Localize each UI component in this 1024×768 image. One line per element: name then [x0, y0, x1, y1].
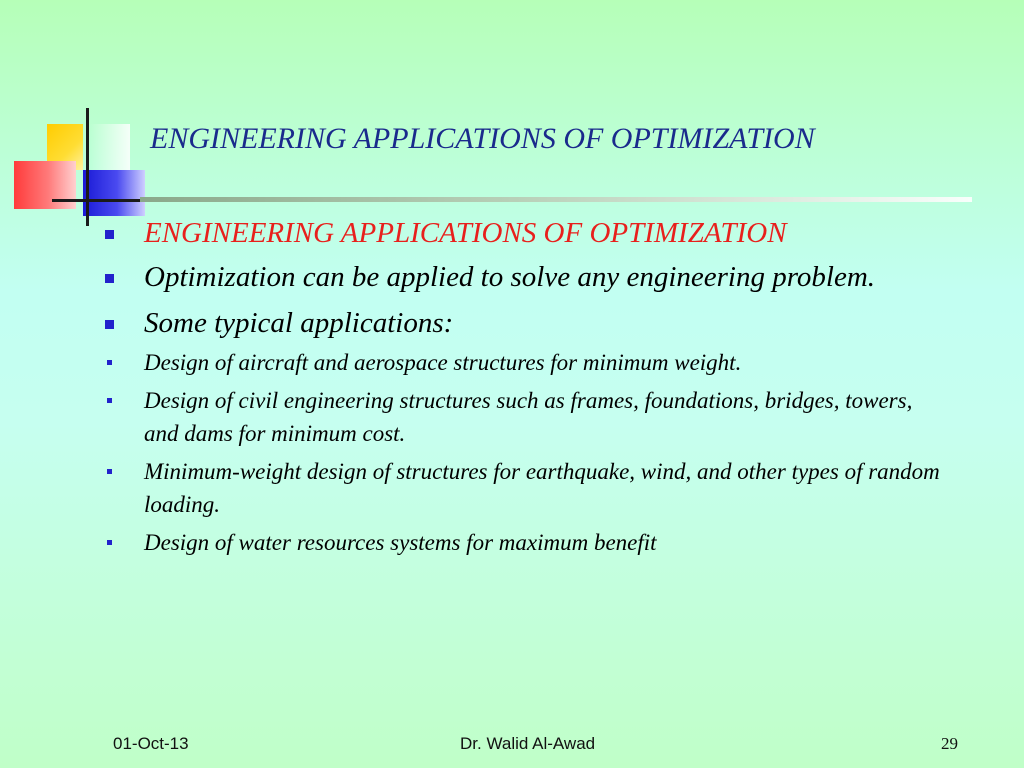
bullet-item — [100, 214, 960, 252]
bullet-text: Optimization can be applied to solve any engineering problem. — [144, 261, 876, 293]
footer-date: 01-Oct-13 — [113, 734, 189, 753]
sub-bullet-text: Design of water resources systems for maximum benefit — [144, 530, 657, 555]
bullet-item — [100, 258, 960, 296]
small-square-bullet-icon — [107, 360, 112, 365]
square-bullet-icon — [105, 230, 114, 239]
sub-bullet-text: Design of aircraft and aerospace structures for minimum weight. — [144, 350, 742, 375]
footer-author: Dr. Walid Al-Awad — [460, 734, 596, 753]
small-square-bullet-icon — [107, 469, 112, 474]
white-square-decoration — [90, 124, 130, 170]
bullet-item — [100, 304, 960, 342]
sub-bullet-text: Design of civil engineering structures such as frames, foundations, bridges, towers, and dams for minimum cost. — [144, 388, 930, 446]
sub-bullet-item — [100, 384, 960, 450]
slide-content — [100, 214, 960, 559]
sub-bullet-item — [100, 346, 960, 379]
vertical-line-decoration — [86, 108, 89, 226]
small-square-bullet-icon — [107, 540, 112, 545]
title-underline-rule — [140, 197, 972, 202]
decorative-block-motif — [0, 0, 160, 240]
blue-square-decoration — [83, 170, 145, 216]
sub-bullet-item — [100, 526, 960, 559]
page-number: 29 — [941, 734, 958, 753]
bullet-text: ENGINEERING APPLICATIONS OF OPTIMIZATION — [144, 217, 787, 249]
sub-bullet-item — [100, 455, 960, 521]
slide-title: ENGINEERING APPLICATIONS OF OPTIMIZATION — [150, 122, 815, 155]
sub-bullet-text: Minimum-weight design of structures for earthquake, wind, and other types of random loading. — [144, 459, 940, 517]
bullet-text: Some typical applications: — [144, 307, 454, 339]
square-bullet-icon — [105, 320, 114, 329]
small-square-bullet-icon — [107, 398, 112, 403]
square-bullet-icon — [105, 274, 114, 283]
horizontal-line-decoration — [52, 199, 150, 202]
